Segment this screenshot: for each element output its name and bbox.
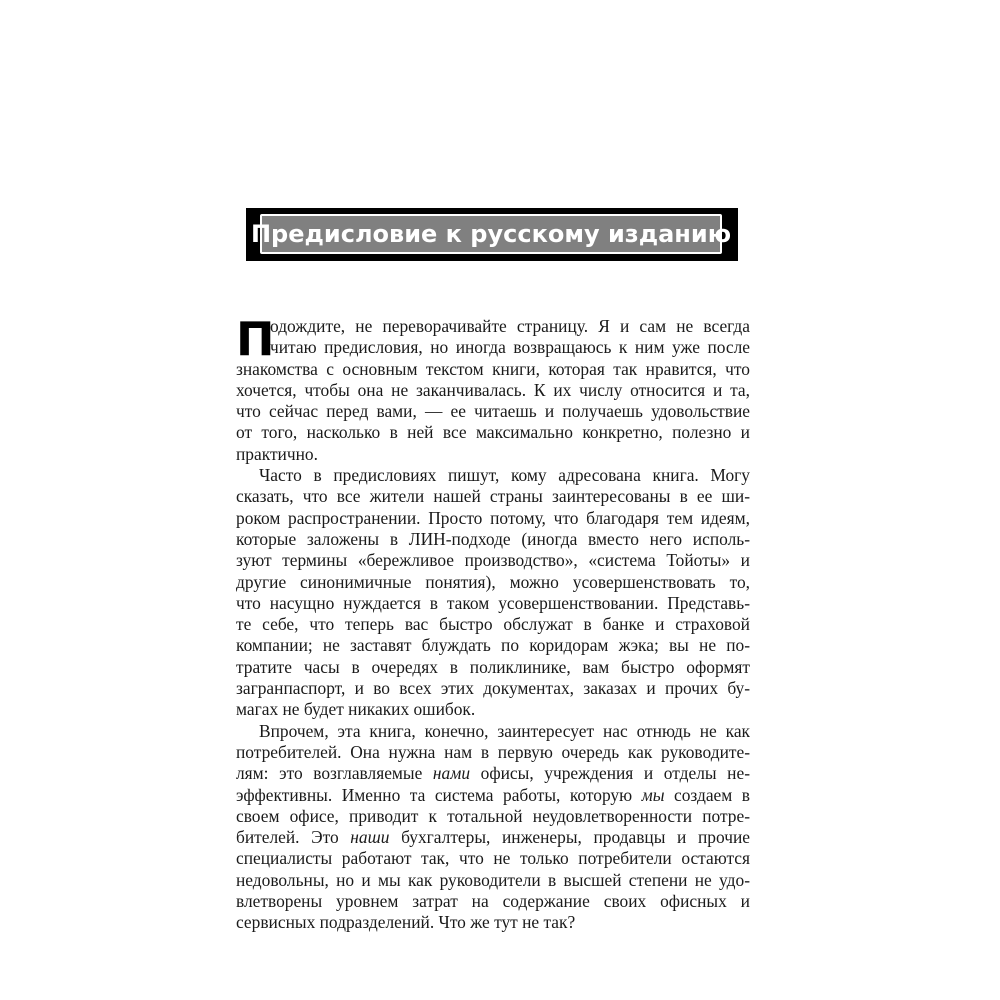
paragraph-2 — [236, 465, 750, 721]
text-line: своем офисе, приводит к тотальной неудовлетворенности потре- — [236, 805, 750, 826]
text-line: потребителей. Она нужна нам в первую очередь как руководите- — [236, 741, 750, 762]
chapter-heading-band — [246, 208, 738, 261]
text-line: роком распространении. Просто потому, что благодаря тем идеям, — [236, 507, 750, 528]
text-line: другие синонимичные понятия), можно усовершенствовать то, — [236, 571, 750, 592]
text-run: бухгалтеры, инженеры, продавцы и прочие — [389, 827, 750, 848]
text-run: офисы, учреждения и отделы не- — [470, 763, 750, 784]
text-line: компании; не заставят блуждать по коридорам жэка; вы не по- — [236, 635, 750, 656]
text-line: недовольны, но и мы как руководители в высшей степени не удо- — [236, 869, 750, 890]
text-run: эффективны. Именно та система работы, которую — [236, 784, 642, 805]
paragraph-1 — [236, 312, 750, 465]
text-line: от того, насколько в ней все максимально конкретно, полезно и — [236, 422, 750, 443]
text-line: специалисты работают так, что не только потребители остаются — [236, 848, 750, 869]
body-text — [236, 312, 750, 934]
chapter-heading-box — [250, 214, 732, 254]
text-run: создаем в — [664, 784, 750, 805]
text-line: Часто в предисловиях пишут, кому адресована книга. Могу — [259, 465, 750, 486]
text-line: Впрочем, эта книга, конечно, заинтересует нас отнюдь не как — [259, 720, 750, 741]
emphasis-text: мы — [641, 784, 665, 805]
text-line — [236, 785, 750, 806]
emphasis-text: нами — [432, 763, 471, 784]
text-line: которые заложены в ЛИН-подходе (иногда вместо него исполь- — [236, 528, 750, 549]
text-run: лям: это возглавляемые — [236, 763, 433, 784]
text-line: магах не будет никаких ошибок. — [236, 699, 476, 720]
text-line — [236, 763, 750, 784]
text-line: загранпаспорт, и во всех этих документах, заказах и прочих бу- — [236, 678, 750, 699]
text-line: читаю предисловия, но иногда возвращаюсь к ним уже после — [270, 337, 750, 358]
text-line: что сейчас перед вами, — ее читаешь и получаешь удовольствие — [236, 401, 750, 422]
text-line: влетворены уровнем затрат на содержание своих офисных и — [236, 891, 750, 912]
paragraph-3 — [236, 721, 750, 934]
text-line: сервисных подразделений. Что же тут не так? — [236, 912, 576, 933]
text-line: те себе, что теперь вас быстро обслужат в банке и страховой — [236, 614, 750, 635]
text-line: практично. — [236, 443, 318, 464]
emphasis-text: наши — [350, 827, 390, 848]
text-line: что насущно нуждается в таком усовершенствовании. Представь- — [236, 592, 750, 613]
text-line: одождите, не переворачивайте страницу. Я и сам не всегда — [270, 316, 750, 336]
drop-cap: П — [236, 312, 275, 366]
text-line: тратите часы в очередях в поликлинике, вам быстро оформят — [236, 656, 750, 677]
chapter-title: Предисловие к русскому изданию — [250, 220, 732, 248]
text-line: знакомства с основным текстом книги, которая так нравится, что — [236, 358, 750, 379]
text-line: зуют термины «бережливое производство», «система Тойоты» и — [236, 550, 750, 571]
text-line: хочется, чтобы она не заканчивалась. К их числу относится и та, — [236, 379, 750, 400]
text-run: бителей. Это — [236, 827, 351, 848]
text-line — [236, 827, 750, 848]
text-line: сказать, что все жители нашей страны заинтересованы в ее ши- — [236, 486, 750, 507]
